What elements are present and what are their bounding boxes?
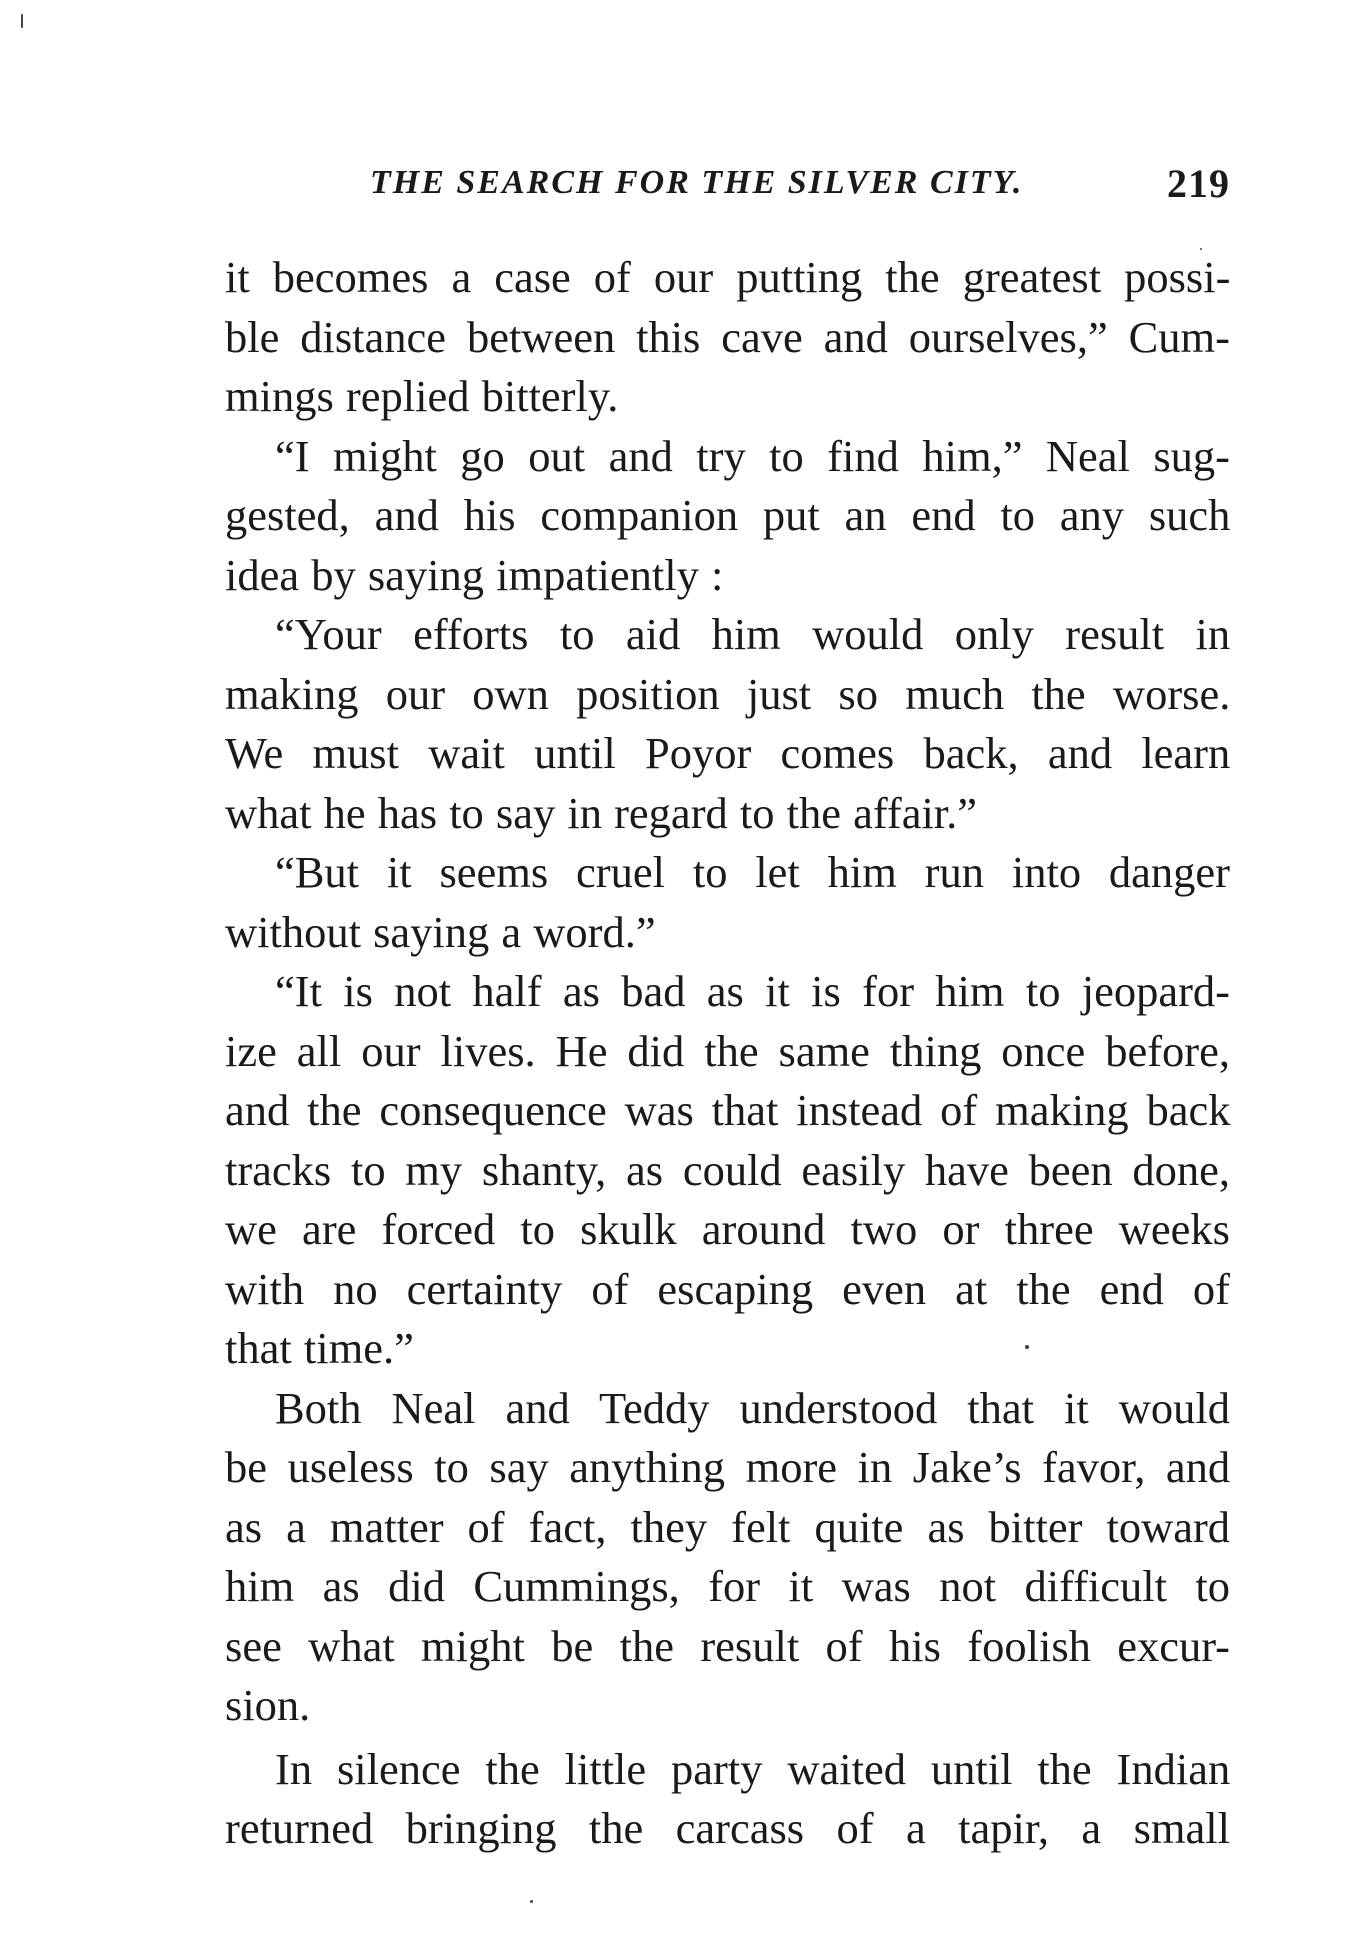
- text-line: Both Neal and Teddy understood that it would: [275, 1382, 1230, 1433]
- text-line: “I might go out and try to find him,” Neal sug-: [275, 430, 1230, 481]
- page-header: [225, 160, 1230, 216]
- text-line: “But it seems cruel to let him run into danger: [275, 847, 1230, 897]
- text-line: we are forced to skulk around two or three weeks: [225, 1204, 1230, 1254]
- text-line: be useless to say anything more in Jake’s favor, and: [225, 1442, 1231, 1492]
- text-line: what he has to say in regard to the affair.”: [225, 787, 978, 838]
- paragraph: [225, 962, 1230, 1379]
- text-line: ize all our lives. He did the same thing once before,: [225, 1025, 1230, 1076]
- text-line: gested, and his companion put an end to any such: [225, 490, 1231, 540]
- text-line: returned bringing the carcass of a tapir, a small: [225, 1803, 1230, 1853]
- text-line: him as did Cummings, for it was not difficult to: [225, 1561, 1230, 1611]
- text-line: without saying a word.”: [225, 906, 656, 957]
- body-text: [225, 248, 1230, 1859]
- text-line: In silence the little party waited until the Indian: [275, 1743, 1231, 1794]
- text-line: it becomes a case of our putting the greatest possi-: [225, 252, 1231, 302]
- text-line: and the consequence was that instead of making back: [225, 1085, 1231, 1135]
- text-line: making our own position just so much the worse.: [225, 668, 1231, 719]
- text-line: “It is not half as bad as it is for him to jeopard-: [275, 966, 1230, 1016]
- scan-speck: [1025, 1345, 1029, 1349]
- text-line: as a matter of fact, they felt quite as bitter toward: [225, 1501, 1231, 1552]
- text-line: mings replied bitterly.: [225, 371, 619, 421]
- text-line: see what might be the result of his foolish excur-: [225, 1620, 1230, 1671]
- paragraph: [225, 1379, 1230, 1736]
- text-line: idea by saying impatiently :: [225, 549, 724, 600]
- text-line: with no certainty of escaping even at the end of: [225, 1263, 1230, 1314]
- paragraph: [225, 605, 1230, 843]
- text-line: ble distance between this cave and ourselves,” Cum-: [225, 311, 1230, 362]
- paragraph: [225, 1740, 1230, 1859]
- running-title: THE SEARCH FOR THE SILVER CITY.: [370, 164, 1024, 201]
- text-line: sion.: [225, 1680, 311, 1730]
- page-number: 219: [1167, 161, 1230, 206]
- scan-speck: [21, 14, 23, 28]
- scan-speck: [1200, 248, 1202, 250]
- text-line: tracks to my shanty, as could easily have been done,: [225, 1144, 1230, 1195]
- paragraph: [225, 248, 1230, 427]
- text-line: We must wait until Poyor comes back, and learn: [225, 728, 1231, 778]
- paragraph: [225, 427, 1230, 606]
- scan-speck: [530, 1900, 533, 1903]
- text-line: “Your efforts to aid him would only result in: [275, 609, 1231, 659]
- paragraph: [225, 843, 1230, 962]
- text-line: that time.”: [225, 1323, 414, 1373]
